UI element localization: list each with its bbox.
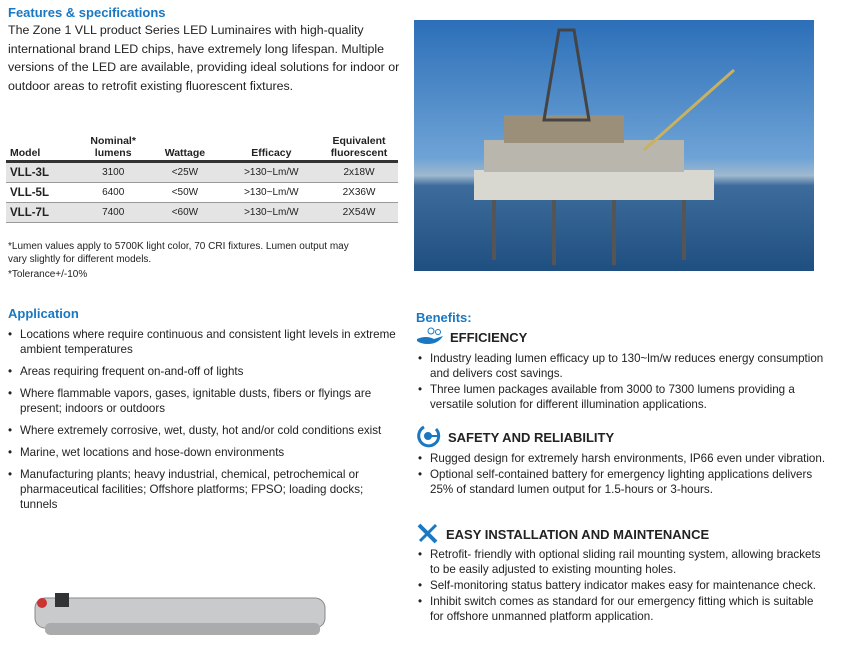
list-item: • Optional self-contained battery for emergency lighting applications delivers 25% of standard lumen output for 1.5-hours or 3-hours. bbox=[416, 467, 826, 497]
col-lumens: Nominal* lumens bbox=[79, 135, 147, 162]
benefit-title: EFFICIENCY bbox=[450, 330, 528, 345]
features-text: The Zone 1 VLL product Series LED Luminaires with high-quality international brand LED chips, have extremely long lifespan. Multiple versions of the LED are available, providing ideal solutions for indoor or outdoor areas to retrofit existing fluorescent fixtures. bbox=[8, 23, 400, 93]
list-item: • Where flammable vapors, gases, ignitable dusts, fibers or flyings are present; indoors or outdoors bbox=[6, 386, 398, 416]
benefit-installation bbox=[416, 522, 826, 625]
benefit-title: EASY INSTALLATION AND MAINTENANCE bbox=[446, 527, 710, 542]
hand-energy-icon bbox=[416, 327, 444, 348]
offshore-platform-photo bbox=[414, 20, 814, 271]
application-heading: Application bbox=[8, 306, 79, 321]
list-item: • Areas requiring frequent on-and-off of lights bbox=[6, 364, 398, 379]
spec-table bbox=[6, 135, 398, 223]
col-wattage: Wattage bbox=[147, 135, 222, 162]
shield-plug-icon bbox=[416, 424, 442, 451]
benefit-safety bbox=[416, 424, 826, 498]
col-fluorescent: Equivalent fluorescent bbox=[320, 135, 398, 162]
table-row: VLL-7L 7400 <60W >130~Lm/W 2X54W bbox=[6, 203, 398, 223]
note-tolerance: *Tolerance+/-10% bbox=[8, 269, 88, 280]
list-item: • Industry leading lumen efficacy up to 130~lm/w reduces energy consumption and delivers cost savings. bbox=[416, 351, 826, 381]
list-item: • Self-monitoring status battery indicator makes easy for maintenance check. bbox=[416, 578, 826, 593]
note-lumen: *Lumen values apply to 5700K light color, 70 CRI fixtures. Lumen output may vary slightly for different models. bbox=[8, 241, 349, 265]
tools-icon bbox=[416, 522, 440, 547]
list-item: • Inhibit switch comes as standard for our emergency fitting which is suitable for offshore unmanned platform application. bbox=[416, 594, 826, 624]
features-heading: Features & specifications bbox=[8, 5, 166, 20]
application-list bbox=[6, 327, 398, 519]
benefit-title: SAFETY AND RELIABILITY bbox=[448, 430, 615, 445]
list-item: • Three lumen packages available from 3000 to 7300 lumens providing a versatile solution for different illumination applications. bbox=[416, 382, 826, 412]
list-item: • Locations where require continuous and consistent light levels in extreme ambient temperatures bbox=[6, 327, 398, 357]
table-row: VLL-3L 3100 <25W >130~Lm/W 2x18W bbox=[6, 162, 398, 183]
col-efficacy: Efficacy bbox=[223, 135, 320, 162]
list-item: • Retrofit- friendly with optional sliding rail mounting system, allowing brackets to be easily adjusted to existing mounting holes. bbox=[416, 547, 826, 577]
benefit-efficiency bbox=[416, 327, 826, 413]
luminaire-product-photo bbox=[25, 588, 330, 644]
list-item: • Marine, wet locations and hose-down environments bbox=[6, 445, 398, 460]
col-model: Model bbox=[6, 135, 79, 162]
list-item: • Manufacturing plants; heavy industrial, chemical, petrochemical or pharmaceutical facilities; Offshore platforms; FPSO; loading docks; tunnels bbox=[6, 467, 398, 512]
list-item: • Rugged design for extremely harsh environments, IP66 even under vibration. bbox=[416, 451, 826, 466]
table-row: VLL-5L 6400 <50W >130~Lm/W 2X36W bbox=[6, 183, 398, 203]
benefits-heading: Benefits: bbox=[416, 310, 472, 325]
list-item: • Where extremely corrosive, wet, dusty, hot and/or cold conditions exist bbox=[6, 423, 398, 438]
